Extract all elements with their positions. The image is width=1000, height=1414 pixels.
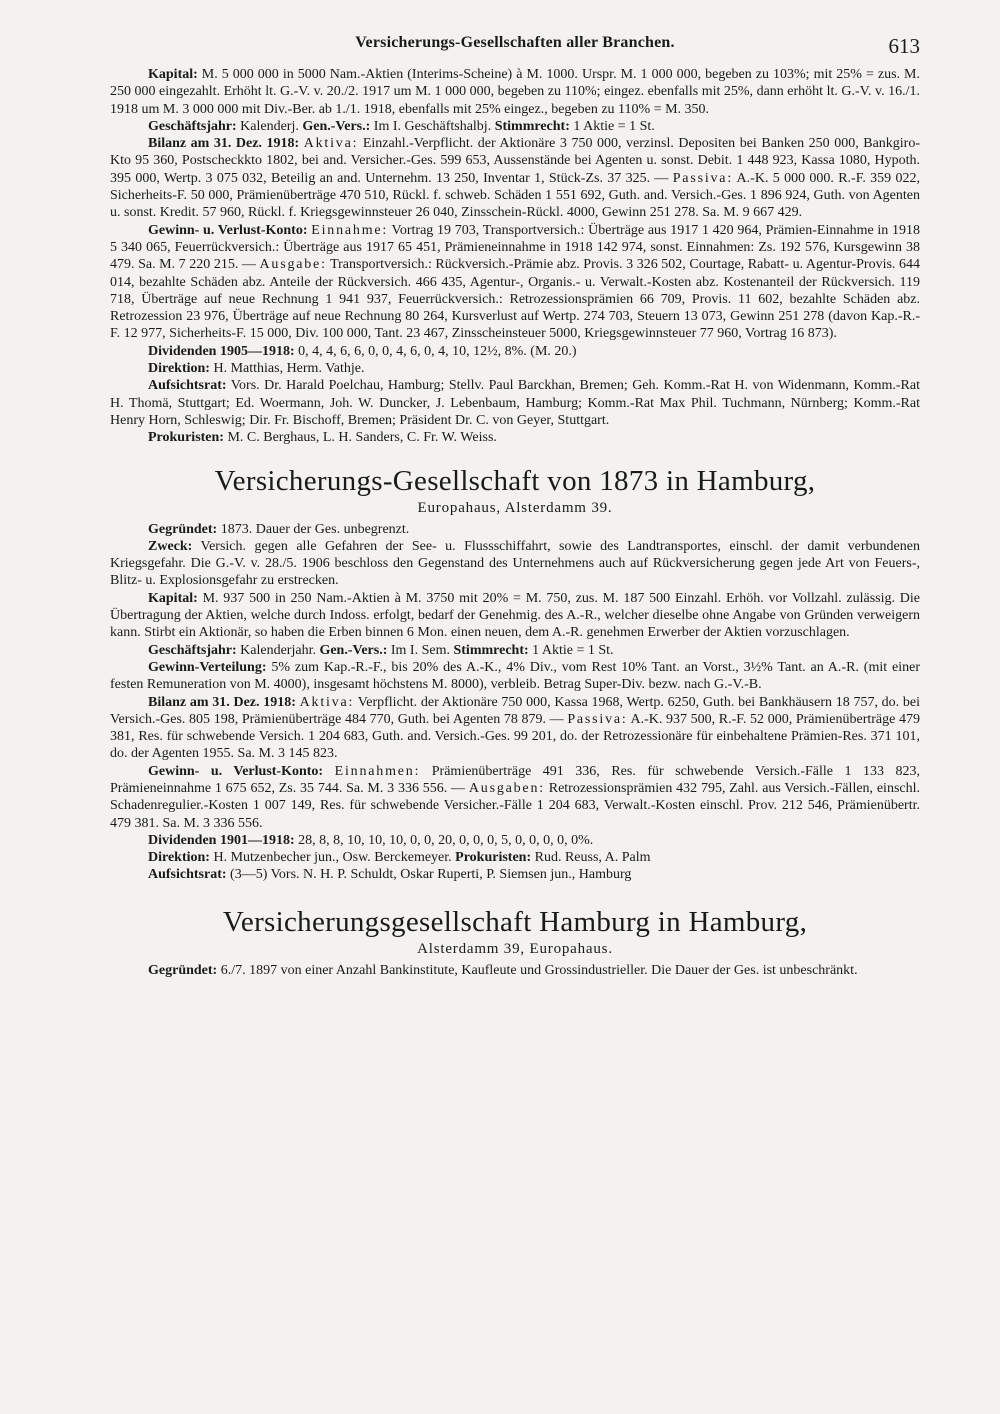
field-text: Transportversich.: Rückversich.-Prämie abz. Provis. 3 326 502, Courtage, Rabatt- u. Agentur-Provis. 644 014, bezahlte Schäden abz. Anteile der Rückversich. 466 435, Agentur-, Organis.- u. Verwalt.-Kosten abz. Kostenanteil der Rückversich. 119 718, Überträge auf neue Rechnung 1 941 937, Feuerrückversich.: Retrozessionsprämien 66 709, Provis. 11 602, bezahlte Schäden abz. Retrozession 23 976, Überträge auf neue Rechnung 80 264, Kursverlust auf Wertp. 274 703, Steuern 13 073, Gewinn 251 278 (davon Kap.-R.-F. 12 977, Sicherheits-F. 15 000, Div. 100 000, Tant. 23 467, Zinsscheinsteuer 5000, Kriegsgewinnsteuer 77 960, Vortrag 16 873). [110, 257, 920, 342]
page-body [110, 66, 920, 979]
field-label: Gen.-Vers.: [319, 642, 388, 658]
field-text: M. C. Berghaus, L. H. Sanders, C. Fr. W. Weiss. [223, 430, 497, 446]
entry-paragraph [110, 866, 920, 883]
spaced-heading: Passiva: [672, 170, 734, 186]
spaced-heading: Einnahme: [311, 222, 389, 238]
field-label: Gewinn- u. Verlust-Konto: [148, 222, 308, 238]
entry-paragraph [110, 222, 920, 343]
field-label: Gewinn- u. Verlust-Konto: [148, 763, 324, 779]
field-label: Kapital: [148, 67, 198, 82]
entry-paragraph [110, 135, 920, 221]
field-label: Bilanz am 31. Dez. 1918: [148, 136, 300, 152]
company-title: Versicherungsgesellschaft Hamburg in Hamburg, [222, 905, 808, 938]
page-number: 613 [888, 34, 920, 58]
field-label: Zweck: [148, 538, 193, 554]
field-label: Geschäftsjahr: [148, 118, 237, 134]
field-text: 0, 4, 4, 6, 6, 0, 0, 4, 6, 0, 4, 10, 12½, 8%. (M. 20.) [294, 343, 577, 359]
field-text: Kalenderjahr. [236, 642, 320, 658]
field-text: Vortrag 19 703, Transportversich.: Überträge aus 1917 1 420 964, Prämien-Einnahme in 1918 5 340 065, Feuerrückversich.: Überträge aus 1917 65 451, Prämieneinnahme in 1918 142 974, sonst. Einnahmen: Zs. 192 576, Kursgewinn 38 479. Sa. M. 7 220 215. — [110, 222, 920, 273]
field-label: Gegründet: [148, 962, 218, 978]
entry-paragraph [110, 429, 920, 446]
company-address: Europahaus, Alsterdamm 39. [417, 499, 613, 516]
company-entry-1873 [110, 463, 920, 884]
entry-paragraph [110, 962, 920, 979]
field-text: H. Mutzenbecher jun., Osw. Berckemeyer. [209, 850, 456, 866]
field-label: Prokuristen: [455, 850, 532, 866]
field-label: Direktion: [148, 361, 210, 377]
entry-paragraph [110, 763, 920, 832]
field-text: M. 937 500 in 250 Nam.-Aktien à M. 3750 mit 20% = M. 750, zus. M. 187 500 Einzahl. Erhöh. vor Vollzahl. zulässig. Die Übertragung der Aktien, welche durch Indoss. erfolgt, bedarf der Genehmig. des A.-R., welcher dieselbe ohne Angabe von Gründen verweigern kann. Stirbt ein Aktionär, so haben die Erben binnen 6 Mon. einen neuen, dem A.-R. genehmen Erwerber der Aktien vorzuschlagen. [110, 590, 920, 641]
company-title: Versicherungs-Gesellschaft von 1873 in Hamburg, [214, 464, 816, 497]
company-paragraphs [110, 521, 920, 884]
spaced-heading: Passiva: [567, 711, 628, 727]
field-label: Gegründet: [148, 521, 218, 537]
field-text: H. Matthias, Herm. Vathje. [209, 361, 365, 377]
field-label: Gen.-Vers.: [302, 118, 371, 134]
company-entry-continued [110, 66, 920, 447]
field-label: Stimmrecht: [494, 118, 570, 134]
field-text: Versich. gegen alle Gefahren der See- u. Flussschiffahrt, sowie des Landtransportes, einschl. der damit verbundenen Kriegsgefahr. Die G.-V. v. 28./5. 1906 beschloss den Gegenstand des Unternehmens auch auf Rückversicherung gegen jede Art von Feuers-, Blitz- u. Explosionsgefahr zu erstrecken. [110, 538, 920, 589]
field-label: Gewinn-Verteilung: [148, 659, 267, 675]
field-label: Prokuristen: [148, 430, 224, 446]
field-text: Vors. Dr. Harald Poelchau, Hamburg; Stellv. Paul Barckhan, Bremen; Geh. Komm.-Rat H. von Widenmann, Komm.-Rat H. Thomä, Stuttgart; Ed. Woermann, Joh. W. Duncker, J. Lebenbaum, Hamburg; Komm.-Rat Max Phil. Tuchmann, Nürnberg; Komm.-Rat Henry Horn, Schleswig; Dir. Fr. Bischoff, Bremen; Präsident Dr. C. von Geyer, Stuttgart. [110, 378, 920, 428]
company-paragraphs [110, 962, 920, 979]
entry-paragraph [110, 832, 920, 849]
running-title: Versicherungs-Gesellschaften aller Branchen. [355, 34, 675, 51]
spaced-heading: Aktiva: [299, 694, 355, 710]
entry-paragraph [110, 659, 920, 694]
field-text: Prämienüberträge 491 336, Res. für schwebende Versich.-Fälle 1 133 823, Prämieneinnahme 1 675 652, Zs. 35 744. Sa. M. 3 336 556. — [110, 763, 920, 796]
field-text [323, 764, 335, 779]
entry-paragraph [110, 343, 920, 360]
field-text: Im I. Sem. [387, 642, 454, 658]
field-text: Kalenderj. [236, 118, 303, 134]
field-label: Stimmrecht: [453, 642, 529, 658]
spaced-heading: Ausgabe: [259, 257, 327, 273]
field-text: (3—5) Vors. N. H. P. Schuldt, Oskar Ruperti, P. Siemsen jun., Hamburg [226, 867, 632, 883]
field-text: 6./7. 1897 von einer Anzahl Bankinstitute, Kaufleute und Grossindustrieller. Die Dauer der Ges. ist unbeschränkt. [217, 962, 858, 978]
field-label: Aufsichtsrat: [148, 378, 227, 394]
field-text: M. 5 000 000 in 5000 Nam.-Aktien (Interims-Scheine) à M. 1000. Urspr. M. 1 000 000, begeben zu 103%; mit 25% = zus. M. 250 000 eingezahlt. Erhöht lt. G.-V. v. 20./2. 1917 um M. 1 000 000, begeben zu 110%; eingez. ebenfalls mit 25%, dann erhöht lt. G.-V. v. 16./1. 1918 um M. 3 000 000 mit Div.-Ber. ab 1./1. 1918, ebenfalls mit 25% eingez., begeben zu 110% = M. 350. [110, 67, 920, 117]
field-label: Geschäftsjahr: [148, 642, 237, 658]
running-header [110, 34, 920, 64]
spaced-heading: Einnahmen: [334, 763, 421, 779]
entry-paragraph [110, 118, 920, 135]
entry-paragraph [110, 360, 920, 377]
entry-paragraph [110, 521, 920, 538]
spaced-heading: Aktiva: [303, 136, 359, 152]
field-text: Einzahl.-Verpflicht. der Aktionäre 3 750 000, verzinsl. Depositen bei Banken 250 000, Bankgiro-Kto 95 360, Postscheckkto 1802, bei and. Versicher.-Ges. 599 653, Aussenstände bei Agenten u. sonst. Debit. 1 448 923, Kassa 1080, Hypoth. 395 000, Wertp. 3 075 032, Beteilig an and. Unternehm. 13 250, Inventar 1, Stück-Zs. 37 325. — [110, 136, 921, 186]
entry-paragraph [110, 694, 920, 763]
field-text: 1 Aktie = 1 St. [569, 118, 655, 134]
field-text: 1873. Dauer der Ges. unbegrenzt. [217, 521, 410, 537]
entry-paragraph [110, 538, 920, 590]
field-text: Rud. Reuss, A. Palm [531, 850, 651, 866]
company-address: Alsterdamm 39, Europahaus. [417, 940, 613, 957]
entry-paragraph [110, 642, 920, 659]
field-text: Im I. Geschäftshalbj. [370, 118, 495, 134]
field-text: Verpflicht. der Aktionäre 750 000, Kassa 1968, Wertp. 6250, Guth. bei Bankhäusern 18 757, do. bei Versich.-Ges. 805 198, Prämienüberträge 484 770, Guth. bei Agenten 78 879. — [110, 694, 920, 727]
field-text: 1 Aktie = 1 St. [528, 642, 614, 658]
field-label: Dividenden 1901—1918: [148, 832, 295, 848]
field-label: Kapital: [148, 590, 198, 606]
field-label: Dividenden 1905—1918: [148, 343, 295, 359]
entry-paragraph [110, 377, 920, 429]
spaced-heading: Ausgaben: [468, 780, 545, 796]
field-label: Aufsichtsrat: [148, 867, 227, 883]
company-entry-hamburg [110, 904, 920, 979]
entry-paragraph [110, 590, 920, 642]
field-text: Retrozessionsprämien 432 795, Zahl. aus Versich.-Fällen, einschl. Schadenregulier.-Kosten 1 007 149, Res. für schwebende Versicher.-Fälle 1 204 683, Verwalt.-Kosten einschl. Prov. 212 546, Prämienübertr. 479 381. Sa. M. 3 336 556. [110, 780, 920, 831]
field-label: Bilanz am 31. Dez. 1918: [148, 694, 296, 710]
entry-paragraph [110, 66, 920, 118]
field-text: 28, 8, 8, 10, 10, 10, 0, 0, 20, 0, 0, 0, 5, 0, 0, 0, 0, 0%. [294, 832, 594, 848]
field-label: Direktion: [148, 850, 210, 866]
field-text: 5% zum Kap.-R.-F., bis 20% des A.-K., 4% Div., vom Rest 10% Tant. an Vorst., 3½% Tant. an A.-R. (mit einer festen Remuneration von M. 4000), insgesamt höchstens M. 8000), verbleib. Betrag Super-Div. bezw. nach G.-V.-B. [110, 659, 920, 693]
entry-paragraph [110, 849, 920, 866]
field-text: A.-K. 937 500, R.-F. 52 000, Prämienüberträge 479 381, Res. für schwebende Versich. 1 204 683, Guth. and. Versich.-Ges. 99 201, do. der Retrozessionäre für einbehaltene Prämien-Res. 371 101, do. der Agenten 1955. Sa. M. 3 145 823. [110, 711, 920, 762]
field-text: A.-K. 5 000 000. R.-F. 359 022, Sicherheits-F. 50 000, Prämienüberträge 470 510, Rückl. f. schweb. Schäden 1 551 692, Guth. and. Versich.-Ges. 1 896 924, Guth. von Agenten u. sonst. Kredit. 57 960, Rückl. f. Kriegsgewinnsteuer 26 040, Zinsschein-Rückl. 4000, Gewinn 251 278. Sa. M. 9 667 429. [110, 170, 921, 221]
